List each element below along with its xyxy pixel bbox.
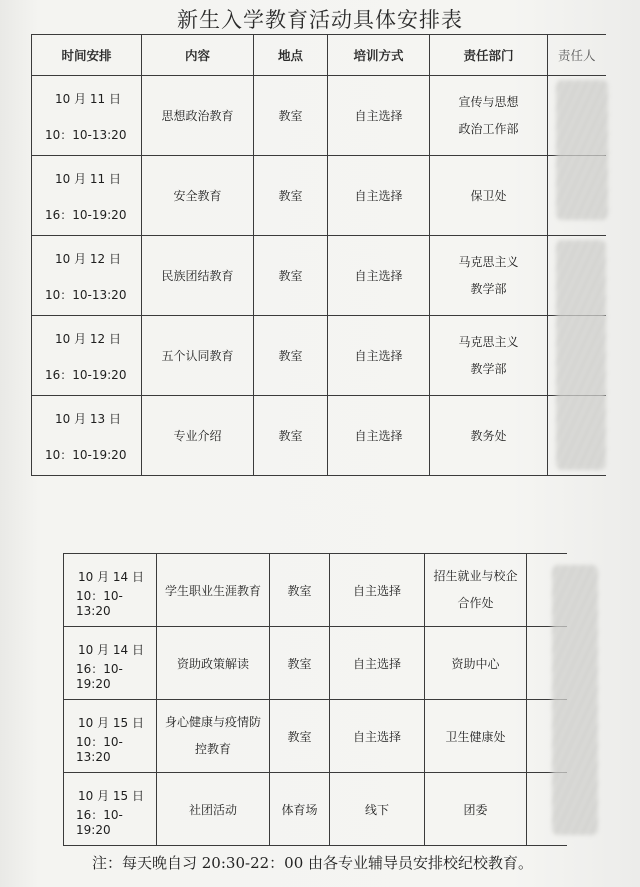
dept-line-2: 教学部	[470, 281, 507, 296]
method-cell: 线下	[330, 773, 425, 846]
dept-cell	[425, 554, 527, 627]
table-row	[32, 396, 606, 476]
place-cell: 教室	[270, 700, 330, 773]
content-line-1: 身心健康与疫情防	[164, 715, 261, 729]
redacted-name-2	[556, 240, 606, 470]
content-cell: 社团活动	[157, 773, 270, 846]
dept-cell: 团委	[425, 773, 527, 846]
time-cell	[32, 156, 142, 236]
date-text: 10 月 11 日	[55, 92, 121, 106]
place-cell: 教室	[254, 156, 328, 236]
schedule-table-2	[63, 553, 567, 846]
header-person: 责任人	[548, 35, 606, 76]
dept-line-2: 合作处	[457, 596, 494, 610]
method-cell: 自主选择	[328, 316, 430, 396]
dept-line-2: 政治工作部	[458, 121, 519, 136]
content-cell: 思想政治教育	[142, 76, 254, 156]
dept-line-1: 宣传与思想	[458, 94, 519, 109]
time-cell	[32, 236, 142, 316]
content-cell	[157, 700, 270, 773]
place-cell: 教室	[270, 627, 330, 700]
time-cell	[32, 396, 142, 476]
date-text: 10 月 12 日	[55, 252, 121, 266]
method-cell: 自主选择	[330, 700, 425, 773]
time-cell	[64, 773, 157, 846]
time-text: 16：10-19:20	[76, 662, 123, 691]
date-text: 10 月 14 日	[78, 643, 144, 657]
method-cell: 自主选择	[328, 236, 430, 316]
footnote: 注：每天晚自习 20:30-22：00 由各专业辅导员安排校纪校教育。	[92, 854, 534, 872]
place-cell: 教室	[254, 236, 328, 316]
method-cell: 自主选择	[330, 554, 425, 627]
date-text: 10 月 11 日	[55, 172, 121, 186]
content-cell: 学生职业生涯教育	[157, 554, 270, 627]
header-place: 地点	[254, 35, 328, 76]
time-cell	[32, 316, 142, 396]
time-cell	[64, 627, 157, 700]
table-row	[32, 236, 606, 316]
date-text: 10 月 15 日	[78, 789, 144, 803]
content-cell: 安全教育	[142, 156, 254, 236]
table-row	[64, 700, 567, 773]
time-cell	[32, 76, 142, 156]
date-text: 10 月 14 日	[78, 570, 144, 584]
time-text: 16：10-19:20	[45, 208, 127, 222]
header-time: 时间安排	[32, 35, 142, 76]
date-text: 10 月 15 日	[78, 716, 144, 730]
time-text: 10：10-13:20	[76, 735, 123, 764]
time-text: 16：10-19:20	[76, 808, 123, 837]
time-cell	[64, 554, 157, 627]
dept-line-2: 教学部	[470, 361, 507, 376]
dept-cell: 资助中心	[425, 627, 527, 700]
table-row	[64, 627, 567, 700]
redacted-name-3	[552, 565, 598, 835]
time-cell	[64, 700, 157, 773]
table-header-row	[32, 35, 606, 76]
method-cell: 自主选择	[330, 627, 425, 700]
table-row	[64, 554, 567, 627]
dept-cell: 卫生健康处	[425, 700, 527, 773]
table-row	[32, 76, 606, 156]
place-cell: 教室	[270, 554, 330, 627]
table-row	[32, 156, 606, 236]
place-cell: 教室	[254, 316, 328, 396]
content-cell: 资助政策解读	[157, 627, 270, 700]
content-cell: 五个认同教育	[142, 316, 254, 396]
time-text: 10：10-19:20	[45, 448, 127, 462]
method-cell: 自主选择	[328, 156, 430, 236]
time-text: 10：10-13:20	[45, 288, 127, 302]
place-cell: 教室	[254, 396, 328, 476]
dept-line-1: 马克思主义	[458, 254, 519, 269]
dept-cell	[430, 236, 548, 316]
time-text: 10：10-13:20	[76, 589, 123, 618]
header-dept: 责任部门	[430, 35, 548, 76]
time-text: 10：10-13:20	[45, 128, 127, 142]
dept-cell: 保卫处	[430, 156, 548, 236]
date-text: 10 月 12 日	[55, 332, 121, 346]
page-title: 新生入学教育活动具体安排表	[177, 8, 463, 32]
method-cell: 自主选择	[328, 76, 430, 156]
dept-line-1: 马克思主义	[458, 334, 519, 349]
table-row	[32, 316, 606, 396]
place-cell: 体育场	[270, 773, 330, 846]
date-text: 10 月 13 日	[55, 412, 121, 426]
content-cell: 专业介绍	[142, 396, 254, 476]
dept-cell: 教务处	[430, 396, 548, 476]
time-text: 16：10-19:20	[45, 368, 127, 382]
header-method: 培训方式	[328, 35, 430, 76]
method-cell: 自主选择	[328, 396, 430, 476]
content-line-2: 控教育	[194, 742, 231, 756]
dept-cell	[430, 76, 548, 156]
redacted-name-1	[556, 80, 608, 220]
dept-line-1: 招生就业与校企	[433, 569, 518, 583]
place-cell: 教室	[254, 76, 328, 156]
table-row	[64, 773, 567, 846]
dept-cell	[430, 316, 548, 396]
content-cell: 民族团结教育	[142, 236, 254, 316]
header-content: 内容	[142, 35, 254, 76]
schedule-table-1	[31, 34, 606, 476]
